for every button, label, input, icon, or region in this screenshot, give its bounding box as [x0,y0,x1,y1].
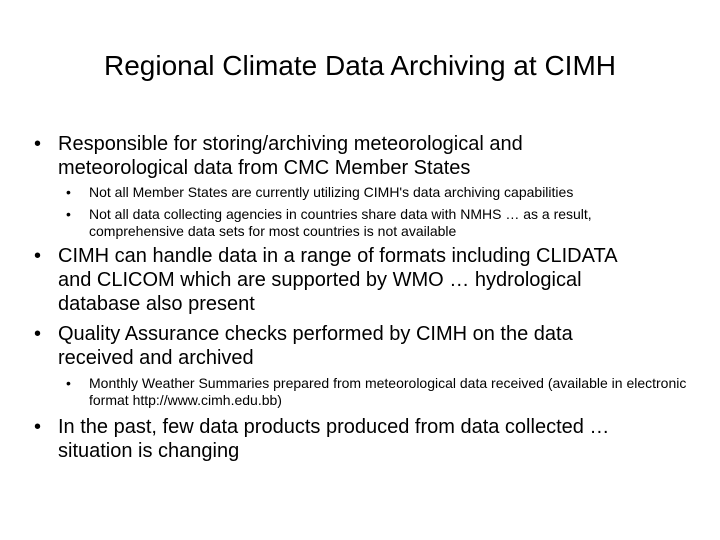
bullet-item-data-formats [0,244,720,316]
bullet-text: Not all Member States are currently utilizing CIMH's data archiving capabilities [89,184,574,200]
bullet-item-data-products [0,415,720,463]
sub-bullet-item-member-states [0,184,720,201]
bullet-text: In the past, few data products produced from data collected … situation is changing [58,416,610,462]
bullet-item-quality-assurance [0,322,720,370]
sub-bullet-item-data-agencies [0,206,720,240]
bullet-icon: • [66,206,71,222]
slide-title: Regional Climate Data Archiving at CIMH [104,50,616,81]
bullet-icon: • [66,375,71,391]
bullet-icon: • [34,416,42,438]
bullet-text: CIMH can handle data in a range of formats including CLIDATA and CLICOM which are supported by WMO … hydrological database also present [58,245,617,315]
bullet-text: Not all data collecting agencies in countries share data with NMHS … as a result, comprehensive data sets for most countries is not available [89,206,592,239]
bullet-text: Responsible for storing/archiving meteorological and meteorological data from CMC Member States [58,133,523,179]
bullet-item-storing-archiving [0,132,720,180]
sub-bullet-item-weather-summaries [0,375,720,409]
bullet-text: Monthly Weather Summaries prepared from meteorological data received (available in electronic format http://www.cimh.edu.bb) [89,375,687,408]
bullet-icon: • [34,323,42,345]
bullet-icon: • [34,245,42,267]
bullet-icon: • [34,133,42,155]
bullet-text: Quality Assurance checks performed by CIMH on the data received and archived [58,323,573,369]
bullet-icon: • [66,184,71,200]
